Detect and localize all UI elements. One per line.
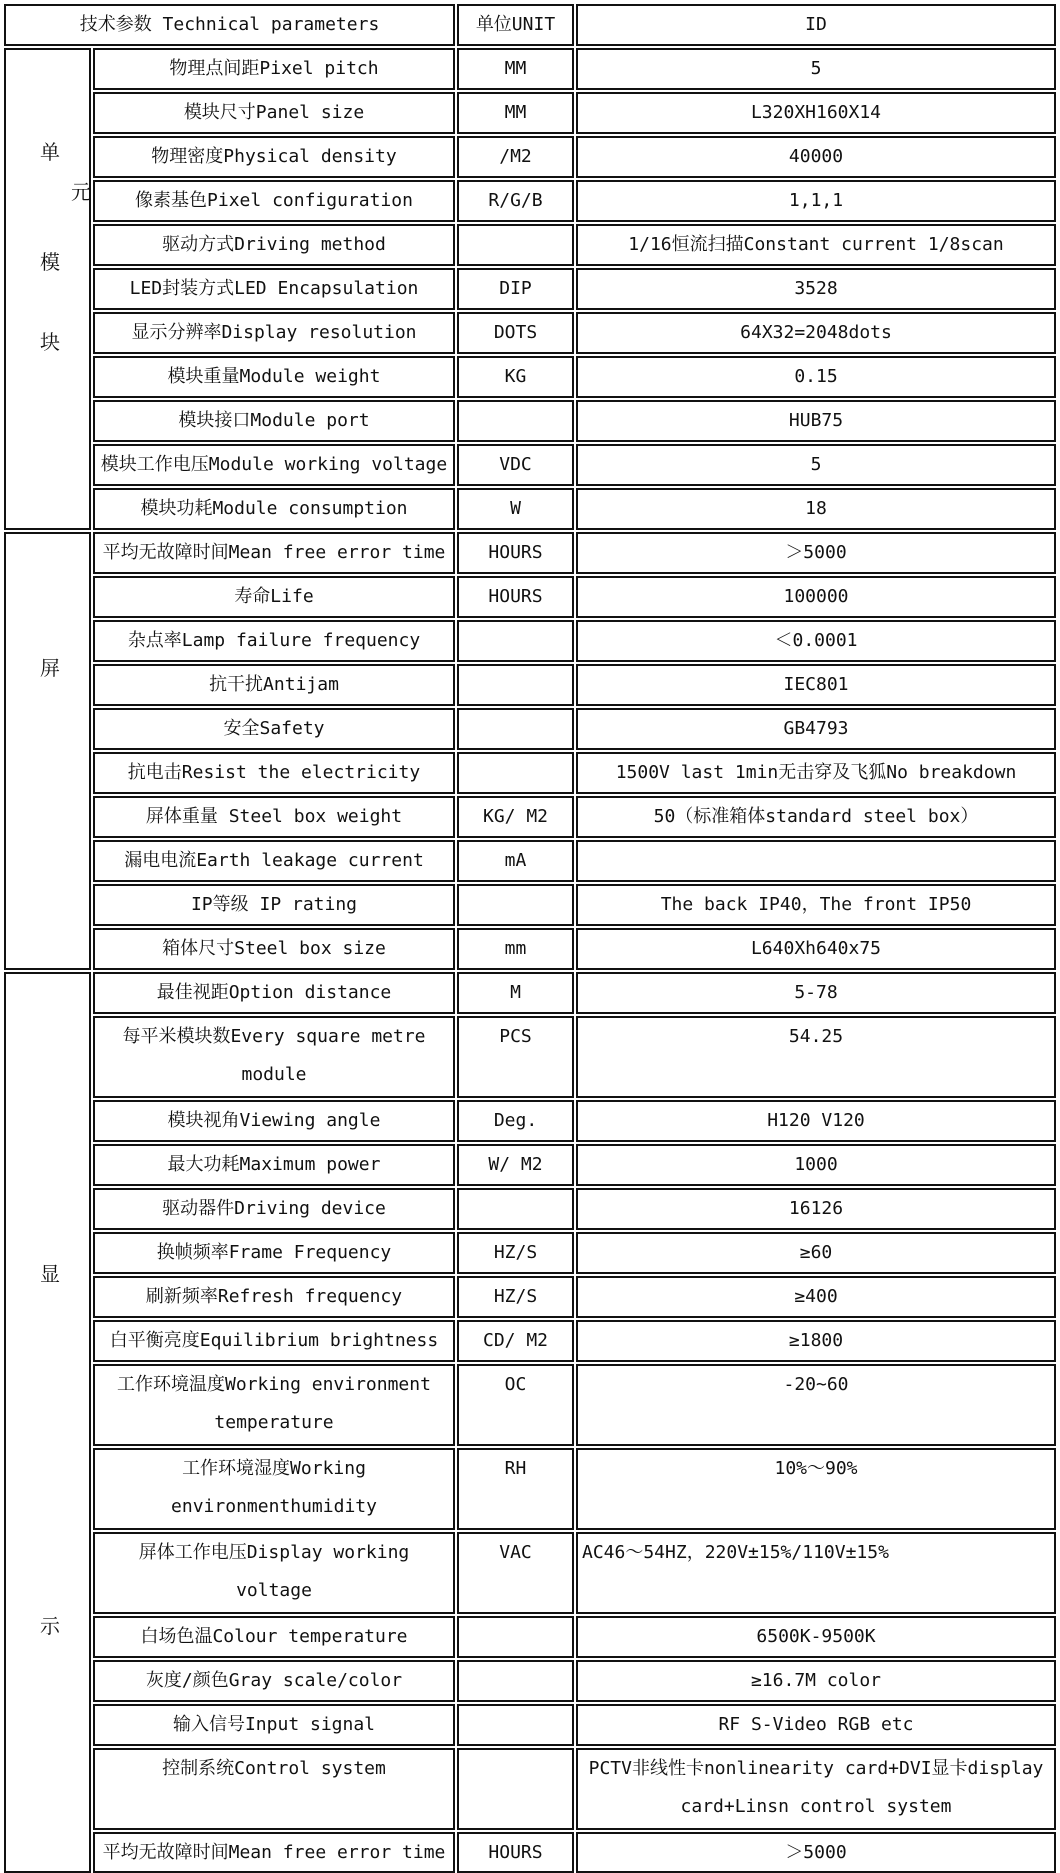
header-value-cell bbox=[576, 4, 1056, 46]
row-unit: OC bbox=[504, 1374, 527, 1395]
row-param-cell bbox=[93, 488, 455, 530]
row-value-cell bbox=[576, 840, 1056, 882]
row-unit-cell bbox=[457, 752, 574, 794]
row-value-cell bbox=[576, 1232, 1056, 1274]
row-param-cell bbox=[93, 1144, 455, 1186]
row-param-cell bbox=[93, 1188, 455, 1230]
row-value-cell bbox=[576, 1532, 1056, 1614]
row-value-cell bbox=[576, 1616, 1056, 1658]
row-unit: HZ/S bbox=[493, 1242, 538, 1263]
row-unit-cell bbox=[457, 1748, 574, 1830]
row-param: 平均无故障时间Mean free error time bbox=[102, 542, 446, 563]
row-value: 5 bbox=[810, 58, 822, 79]
row-value-cell bbox=[576, 1144, 1056, 1186]
row-unit-cell bbox=[457, 1616, 574, 1658]
row-value: 1/16恒流扫描Constant current 1/8scan bbox=[628, 234, 1004, 255]
row-param: LED封装方式LED Encapsulation bbox=[129, 278, 419, 299]
header-param-cell bbox=[4, 4, 455, 46]
row-unit-cell bbox=[457, 972, 574, 1014]
row-value-cell bbox=[576, 796, 1056, 838]
row-unit-cell bbox=[457, 708, 574, 750]
row-unit: HZ/S bbox=[493, 1286, 538, 1307]
row-value: The back IP40，The front IP50 bbox=[660, 894, 972, 915]
row-unit: CD/ M2 bbox=[482, 1330, 549, 1351]
row-unit-cell bbox=[457, 928, 574, 970]
row-param: 显示分辨率Display resolution bbox=[131, 322, 417, 343]
row-value-cell bbox=[576, 1100, 1056, 1142]
row-value: 5 bbox=[810, 454, 822, 475]
row-param-cell bbox=[93, 796, 455, 838]
row-unit-cell bbox=[457, 400, 574, 442]
row-param-cell bbox=[93, 1704, 455, 1746]
row-unit-cell bbox=[457, 796, 574, 838]
row-value: IEC801 bbox=[783, 674, 849, 695]
row-param: 模块尺寸Panel size bbox=[183, 102, 365, 123]
row-param: 寿命Life bbox=[234, 586, 314, 607]
group-char: 模 bbox=[40, 250, 60, 274]
row-param: 箱体尺寸Steel box size bbox=[162, 938, 386, 959]
row-value: ＜0.0001 bbox=[774, 630, 858, 651]
row-value: -20~60 bbox=[783, 1374, 849, 1395]
row-unit: DIP bbox=[499, 278, 532, 299]
row-value-cell bbox=[576, 1276, 1056, 1318]
row-param-cell bbox=[93, 1364, 455, 1446]
row-value: 10%～90% bbox=[774, 1458, 858, 1479]
row-unit-cell bbox=[457, 92, 574, 134]
row-value-cell bbox=[576, 488, 1056, 530]
row-unit-cell bbox=[457, 444, 574, 486]
row-unit: PCS bbox=[499, 1026, 532, 1047]
row-param-cell bbox=[93, 1748, 455, 1830]
row-unit: VDC bbox=[499, 454, 532, 475]
row-param: 模块重量Module weight bbox=[167, 366, 381, 387]
row-param: 每平米模块数Every square metre module bbox=[122, 1026, 426, 1085]
row-value: AC46～54HZ，220V±15%/110V±15% bbox=[582, 1542, 889, 1563]
row-unit: /M2 bbox=[499, 146, 532, 167]
row-value: 3528 bbox=[794, 278, 838, 299]
row-param-cell bbox=[93, 708, 455, 750]
row-unit-cell bbox=[457, 312, 574, 354]
row-param-cell bbox=[93, 1616, 455, 1658]
row-param-cell bbox=[93, 136, 455, 178]
row-value: H120 V120 bbox=[767, 1110, 865, 1131]
row-param: 模块视角Viewing angle bbox=[167, 1110, 381, 1131]
row-param: 控制系统Control system bbox=[162, 1758, 386, 1779]
row-value-cell bbox=[576, 356, 1056, 398]
row-param: 驱动器件Driving device bbox=[162, 1198, 386, 1219]
group-char: 示 bbox=[40, 1614, 60, 1638]
row-value-cell bbox=[576, 884, 1056, 926]
row-param: 驱动方式Driving method bbox=[162, 234, 386, 255]
row-unit: W/ M2 bbox=[488, 1154, 543, 1175]
row-param: IP等级 IP rating bbox=[190, 894, 358, 915]
row-unit-cell bbox=[457, 1660, 574, 1702]
row-unit-cell bbox=[457, 224, 574, 266]
row-value: ≥60 bbox=[799, 1242, 833, 1263]
row-param: 工作环境湿度Working environmenthumidity bbox=[171, 1458, 377, 1517]
row-value: 1500V last 1min无击穿及飞狐No breakdown bbox=[615, 762, 1017, 783]
row-value-cell bbox=[576, 92, 1056, 134]
row-param: 抗电击Resist the electricity bbox=[127, 762, 421, 783]
row-unit: DOTS bbox=[493, 322, 538, 343]
row-param: 模块工作电压Module working voltage bbox=[100, 454, 448, 475]
row-unit-cell bbox=[457, 268, 574, 310]
row-param: 物理点间距Pixel pitch bbox=[169, 58, 379, 79]
row-param: 漏电电流Earth leakage current bbox=[124, 850, 424, 871]
row-param: 屏体工作电压Display working voltage bbox=[138, 1542, 410, 1601]
row-unit-cell bbox=[457, 1232, 574, 1274]
row-unit-cell bbox=[457, 1532, 574, 1614]
row-param-cell bbox=[93, 576, 455, 618]
row-param: 平均无故障时间Mean free error time bbox=[102, 1841, 446, 1863]
group-char: 显 bbox=[40, 1262, 60, 1286]
row-param-cell bbox=[93, 532, 455, 574]
row-param: 灰度/颜色Gray scale/color bbox=[145, 1670, 403, 1691]
row-param-cell bbox=[93, 1448, 455, 1530]
row-param-cell bbox=[93, 928, 455, 970]
row-param: 杂点率Lamp failure frequency bbox=[127, 630, 421, 651]
row-unit-cell bbox=[457, 48, 574, 90]
row-param-cell bbox=[93, 356, 455, 398]
row-param-cell bbox=[93, 620, 455, 662]
row-unit-cell bbox=[457, 1144, 574, 1186]
row-param-cell bbox=[93, 1276, 455, 1318]
row-value-cell bbox=[576, 268, 1056, 310]
row-unit-cell bbox=[457, 1448, 574, 1530]
row-unit-cell bbox=[457, 664, 574, 706]
row-param-cell bbox=[93, 1232, 455, 1274]
row-param-cell bbox=[93, 1532, 455, 1614]
row-value: 54.25 bbox=[788, 1026, 844, 1047]
row-param-cell bbox=[93, 1832, 455, 1873]
row-value-cell bbox=[576, 136, 1056, 178]
row-param: 屏体重量 Steel box weight bbox=[145, 806, 403, 827]
row-value: L320XH160X14 bbox=[750, 102, 882, 123]
row-value: 50（标准箱体standard steel box） bbox=[653, 806, 979, 827]
row-unit-cell bbox=[457, 1188, 574, 1230]
row-value-cell bbox=[576, 180, 1056, 222]
row-param: 最佳视距Option distance bbox=[156, 982, 392, 1003]
row-param-cell bbox=[93, 664, 455, 706]
row-unit-cell bbox=[457, 136, 574, 178]
row-param: 安全Safety bbox=[223, 718, 325, 739]
row-unit: R/G/B bbox=[488, 190, 543, 211]
row-value-cell bbox=[576, 708, 1056, 750]
row-value: ≥400 bbox=[794, 1286, 838, 1307]
row-value: 100000 bbox=[783, 586, 849, 607]
row-unit-cell bbox=[457, 532, 574, 574]
row-unit-cell bbox=[457, 356, 574, 398]
row-value: 1,1,1 bbox=[788, 190, 844, 211]
row-param-cell bbox=[93, 840, 455, 882]
row-param: 换帧频率Frame Frequency bbox=[156, 1242, 392, 1263]
row-value: PCTV非线性卡nonlinearity card+DVI显卡display card+Linsn control system bbox=[588, 1758, 1044, 1817]
row-value: 1000 bbox=[794, 1154, 838, 1175]
row-value-cell bbox=[576, 532, 1056, 574]
row-param: 模块接口Module port bbox=[178, 410, 370, 431]
row-param: 像素基色Pixel configuration bbox=[135, 190, 413, 211]
group-char: 屏 bbox=[40, 656, 60, 680]
group-char: 元 bbox=[71, 180, 91, 204]
row-value: 18 bbox=[805, 498, 827, 519]
row-value: 5-78 bbox=[794, 982, 838, 1003]
row-unit-cell bbox=[457, 1364, 574, 1446]
row-value: 6500K-9500K bbox=[756, 1626, 876, 1647]
row-param: 物理密度Physical density bbox=[151, 146, 397, 167]
row-value-cell bbox=[576, 972, 1056, 1014]
row-unit: W bbox=[510, 498, 521, 519]
row-unit-cell bbox=[457, 488, 574, 530]
row-value-cell bbox=[576, 928, 1056, 970]
row-value: 16126 bbox=[788, 1198, 844, 1219]
row-value: ≥16.7M color bbox=[750, 1670, 882, 1691]
row-value: L640Xh640x75 bbox=[750, 938, 882, 959]
row-value: RF S-Video RGB etc bbox=[718, 1714, 914, 1735]
row-unit-cell bbox=[457, 180, 574, 222]
row-unit-cell bbox=[457, 1100, 574, 1142]
row-value: ＞5000 bbox=[785, 1841, 847, 1863]
row-value-cell bbox=[576, 224, 1056, 266]
row-value-cell bbox=[576, 48, 1056, 90]
row-value-cell bbox=[576, 1704, 1056, 1746]
row-unit-cell bbox=[457, 620, 574, 662]
row-value-cell bbox=[576, 1448, 1056, 1530]
row-param-cell bbox=[93, 400, 455, 442]
row-value: 64X32=2048dots bbox=[740, 322, 892, 343]
row-value-cell bbox=[576, 1748, 1056, 1830]
row-value-cell bbox=[576, 1016, 1056, 1098]
row-value: 0.15 bbox=[794, 366, 838, 387]
row-value-cell bbox=[576, 1832, 1056, 1873]
row-unit: RH bbox=[504, 1458, 527, 1479]
row-value: HUB75 bbox=[788, 410, 844, 431]
row-value-cell bbox=[576, 1320, 1056, 1362]
header-unit: 单位UNIT bbox=[475, 14, 556, 35]
row-param-cell bbox=[93, 92, 455, 134]
row-value-cell bbox=[576, 312, 1056, 354]
row-param-cell bbox=[93, 312, 455, 354]
row-param: 白场色温Colour temperature bbox=[140, 1626, 408, 1647]
row-param-cell bbox=[93, 268, 455, 310]
row-unit: mA bbox=[504, 850, 527, 871]
row-unit-cell bbox=[457, 884, 574, 926]
row-value: GB4793 bbox=[783, 718, 849, 739]
row-param: 模块功耗Module consumption bbox=[140, 498, 408, 519]
row-value-cell bbox=[576, 620, 1056, 662]
row-unit: KG bbox=[504, 366, 527, 387]
row-unit: mm bbox=[504, 938, 527, 959]
row-unit-cell bbox=[457, 1016, 574, 1098]
row-unit: HOURS bbox=[488, 586, 543, 607]
row-value-cell bbox=[576, 1188, 1056, 1230]
row-value-cell bbox=[576, 752, 1056, 794]
row-value: ＞5000 bbox=[785, 542, 847, 563]
row-param: 白平衡亮度Equilibrium brightness bbox=[109, 1330, 439, 1351]
row-unit: M bbox=[510, 982, 521, 1003]
row-unit: MM bbox=[504, 102, 527, 123]
row-param-cell bbox=[93, 752, 455, 794]
group-screen bbox=[4, 532, 91, 970]
row-unit: HOURS bbox=[488, 542, 543, 563]
row-param: 抗干扰Antijam bbox=[209, 674, 339, 695]
group-unit-module bbox=[4, 48, 91, 530]
row-param-cell bbox=[93, 1320, 455, 1362]
row-unit-cell bbox=[457, 1704, 574, 1746]
row-value: ≥1800 bbox=[788, 1330, 844, 1351]
row-param-cell bbox=[93, 180, 455, 222]
row-unit: MM bbox=[504, 58, 527, 79]
row-value: 40000 bbox=[788, 146, 844, 167]
row-param-cell bbox=[93, 1660, 455, 1702]
row-unit-cell bbox=[457, 1276, 574, 1318]
row-value-cell bbox=[576, 444, 1056, 486]
group-char: 块 bbox=[40, 330, 60, 354]
row-value-cell bbox=[576, 576, 1056, 618]
row-unit-cell bbox=[457, 840, 574, 882]
row-value-cell bbox=[576, 1660, 1056, 1702]
row-unit-cell bbox=[457, 1320, 574, 1362]
row-value-cell bbox=[576, 400, 1056, 442]
group-char: 单 bbox=[40, 140, 60, 164]
row-unit: HOURS bbox=[488, 1841, 543, 1863]
group-display bbox=[4, 972, 91, 1873]
header-value: ID bbox=[805, 14, 827, 35]
row-param-cell bbox=[93, 1100, 455, 1142]
row-param: 输入信号Input signal bbox=[172, 1714, 376, 1735]
row-value-cell bbox=[576, 1364, 1056, 1446]
row-param-cell bbox=[93, 1016, 455, 1098]
row-param: 最大功耗Maximum power bbox=[167, 1154, 381, 1175]
row-unit: Deg. bbox=[493, 1110, 538, 1131]
row-unit-cell bbox=[457, 576, 574, 618]
row-param-cell bbox=[93, 884, 455, 926]
row-unit: VAC bbox=[499, 1542, 532, 1563]
row-param: 刷新频率Refresh frequency bbox=[145, 1286, 403, 1307]
row-value-cell bbox=[576, 664, 1056, 706]
row-unit: KG/ M2 bbox=[482, 806, 549, 827]
row-param-cell bbox=[93, 972, 455, 1014]
row-param-cell bbox=[93, 224, 455, 266]
header-unit-cell bbox=[457, 4, 574, 46]
row-unit-cell bbox=[457, 1832, 574, 1873]
row-param: 工作环境温度Working environment temperature bbox=[117, 1374, 431, 1433]
row-param-cell bbox=[93, 444, 455, 486]
header-param: 技术参数 Technical parameters bbox=[79, 14, 380, 35]
row-param-cell bbox=[93, 48, 455, 90]
